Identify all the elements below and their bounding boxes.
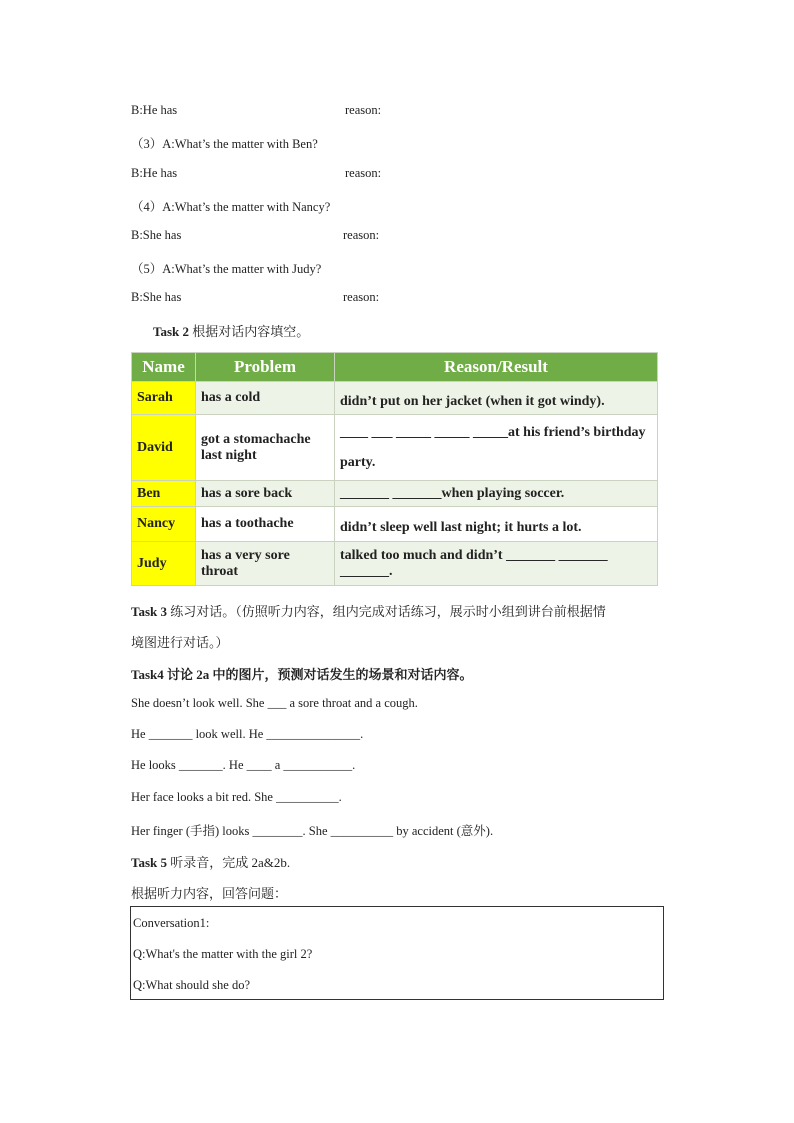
table-row <box>132 415 658 481</box>
table-row <box>132 507 658 542</box>
dialogue-question-line: （4）A:What’s the matter with Nancy? <box>131 200 331 214</box>
answer-text: B:She has <box>131 228 182 242</box>
dialogue-question-line: （3）A:What’s the matter with Ben? <box>131 137 318 151</box>
task4-heading: Task4 讨论 2a 中的图片，预测对话发生的场景和对话内容。 <box>131 667 473 682</box>
task4-line: She doesn’t look well. She ___ a sore throat and a cough. <box>131 696 418 710</box>
task4-line: He looks _______. He ____ a ___________. <box>131 758 356 772</box>
row-problem: has a very sore throat <box>196 542 335 586</box>
task2-heading <box>153 321 309 340</box>
header-name: Name <box>132 353 196 382</box>
task2-table <box>131 352 658 586</box>
task3-text: 练习对话。（仿照听力内容，组内完成对话练习，展示时小组到讲台前根据情 <box>170 604 606 619</box>
task5-label: Task 5 <box>131 855 168 870</box>
row-reason: didn’t sleep well last night; it hurts a lot. <box>335 507 658 542</box>
row-problem: has a sore back <box>196 481 335 507</box>
reason-text: reason: <box>345 103 382 117</box>
dialogue-answer-line <box>131 103 382 118</box>
task2-label: Task 2 <box>153 324 190 339</box>
task3-line1 <box>131 601 606 620</box>
row-reason: ____ ___ _____ _____ _____at his friend’s birthday party. <box>335 415 658 481</box>
answer-text: B:He has <box>131 166 178 180</box>
header-reason: Reason/Result <box>335 353 658 382</box>
row-problem: has a toothache <box>196 507 335 542</box>
answer-text: B:He has <box>131 103 178 117</box>
dialogue-question-line: （5）A:What’s the matter with Judy? <box>131 262 322 276</box>
header-problem: Problem <box>196 353 335 382</box>
task2-text: 根据对话内容填空。 <box>192 324 310 339</box>
reason-text: reason: <box>345 166 382 180</box>
task5-heading <box>131 852 290 871</box>
box-line: Q:What should she do? <box>133 978 250 992</box>
table-row <box>132 481 658 507</box>
answer-text: B:She has <box>131 290 182 304</box>
task5-text: 听录音，完成 2a&2b. <box>170 855 291 870</box>
row-reason: didn’t put on her jacket (when it got windy). <box>335 382 658 415</box>
reason-text: reason: <box>343 228 380 242</box>
table-row <box>132 382 658 415</box>
task4-line: Her face looks a bit red. She __________. <box>131 790 342 804</box>
task5-subheading: 根据听力内容，回答问题： <box>131 886 288 901</box>
task3-label: Task 3 <box>131 604 168 619</box>
row-name: Nancy <box>132 507 196 542</box>
box-line: Conversation1: <box>133 916 210 930</box>
conversation-box <box>130 906 664 1000</box>
table-row <box>132 542 658 586</box>
row-reason: talked too much and didn’t _______ _______ _______. <box>335 542 658 586</box>
row-name: Ben <box>132 481 196 507</box>
row-name: Sarah <box>132 382 196 415</box>
row-problem: has a cold <box>196 382 335 415</box>
dialogue-answer-line <box>131 166 382 181</box>
table-header-row <box>132 353 658 382</box>
dialogue-answer-line <box>131 228 380 243</box>
row-name: Judy <box>132 542 196 586</box>
reason-text: reason: <box>343 290 380 304</box>
box-line: Q:What's the matter with the girl 2? <box>133 947 313 961</box>
task4-line: Her finger (手指) looks ________. She __________ by accident (意外). <box>131 824 494 838</box>
row-name: David <box>132 415 196 481</box>
task4-line: He _______ look well. He _______________. <box>131 727 364 741</box>
dialogue-answer-line <box>131 290 380 305</box>
task3-line2: 境图进行对话。） <box>131 635 229 650</box>
row-problem: got a stomachache last night <box>196 415 335 481</box>
row-reason: _______ _______when playing soccer. <box>335 481 658 507</box>
